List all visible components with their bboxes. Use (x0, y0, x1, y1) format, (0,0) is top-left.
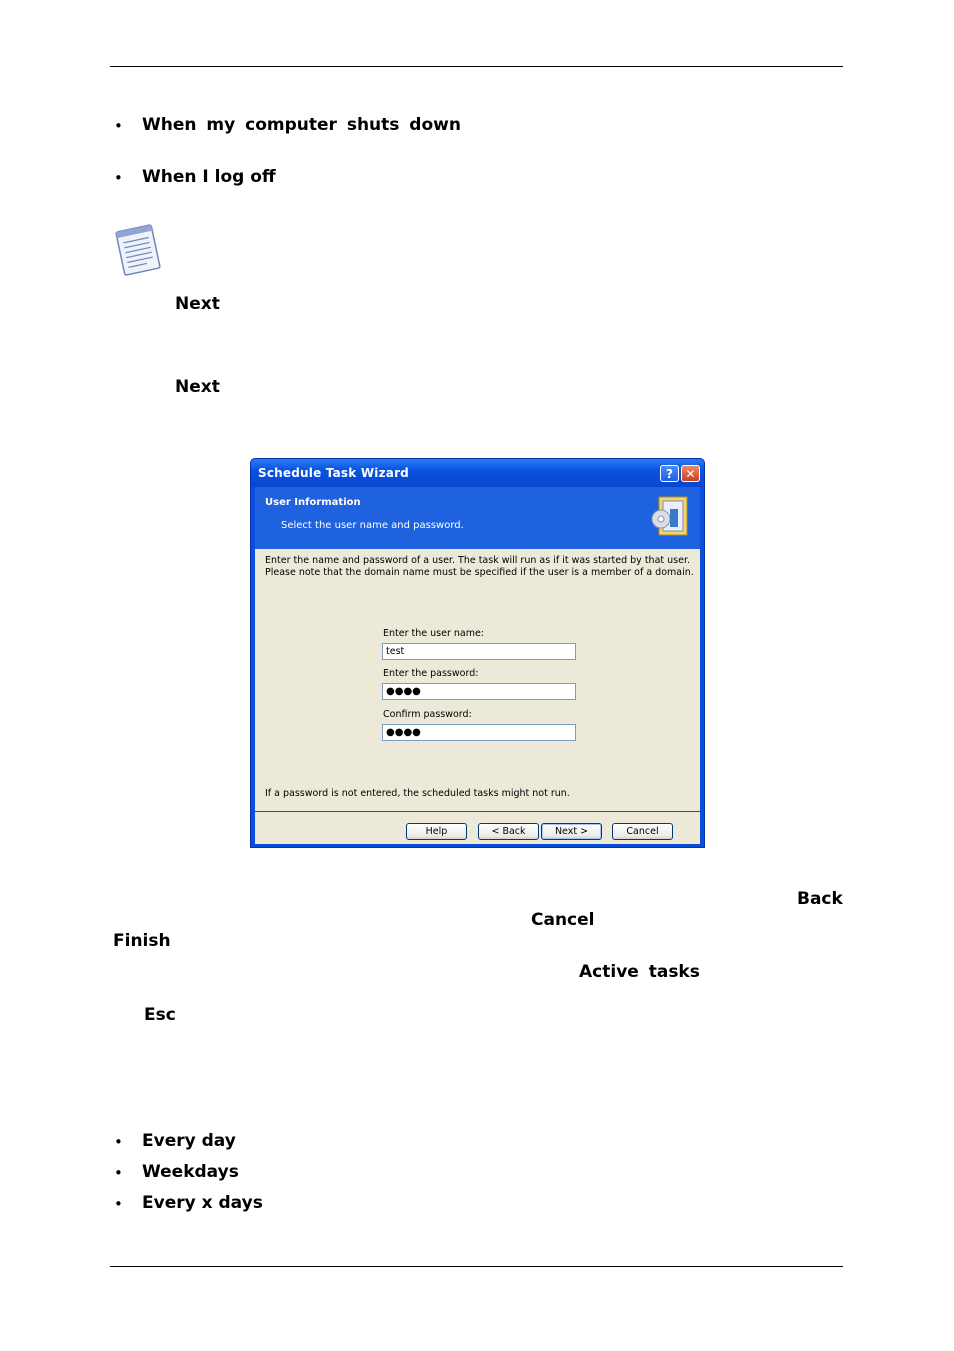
bullet-item-weekdays: Weekdays (142, 1162, 239, 1182)
next-word-2: Next (175, 377, 220, 397)
active-tasks-word: Active tasks (579, 962, 700, 982)
next-word-1: Next (175, 294, 220, 314)
help-icon[interactable]: ? (660, 465, 679, 482)
cancel-button[interactable]: Cancel (612, 823, 673, 840)
cancel-word: Cancel (531, 910, 595, 930)
header-rule (110, 66, 843, 67)
password-footnote: If a password is not entered, the scheduled tasks might not run. (265, 788, 570, 799)
bullet-item-shutdown: When my computer shuts down (142, 115, 461, 135)
wizard-body (255, 549, 700, 811)
confirm-password-label: Confirm password: (383, 709, 472, 720)
help-button[interactable]: Help (406, 823, 467, 840)
intro-text: Enter the name and password of a user. The task will run as if it was started by that user. Please note that the domain name must be specified if the user is a member of a domain. (265, 555, 694, 578)
schedule-task-wizard-dialog (250, 458, 705, 848)
bullet-marker: • (114, 1164, 123, 1182)
wizard-header (255, 487, 700, 549)
username-label: Enter the user name: (383, 628, 485, 639)
bullet-marker: • (114, 117, 123, 135)
bullet-marker: • (114, 1133, 123, 1151)
back-word: Back (797, 889, 843, 909)
footer-rule (110, 1266, 843, 1267)
wizard-header-subtitle: Select the user name and password. (281, 520, 464, 531)
dialog-title: Schedule Task Wizard (258, 466, 409, 480)
bullet-item-logoff: When I log off (142, 167, 276, 187)
wizard-button-bar (255, 812, 700, 844)
bullet-marker: • (114, 169, 123, 187)
next-button[interactable]: Next > (541, 823, 602, 840)
bullet-item-every-x-days: Every x days (142, 1193, 263, 1213)
bullet-marker: • (114, 1195, 123, 1213)
close-icon[interactable]: ✕ (681, 465, 700, 482)
password-field[interactable]: ●●●● (382, 683, 576, 700)
wizard-icon (651, 495, 691, 539)
password-label: Enter the password: (383, 668, 479, 679)
dialog-titlebar (251, 459, 704, 487)
bullet-item-every-day: Every day (142, 1131, 236, 1151)
back-button[interactable]: < Back (478, 823, 539, 840)
confirm-password-field[interactable]: ●●●● (382, 724, 576, 741)
esc-word: Esc (144, 1005, 176, 1025)
username-field[interactable]: test (382, 643, 576, 660)
notepad-icon (110, 222, 166, 278)
wizard-header-title: User Information (265, 497, 361, 508)
finish-word: Finish (113, 931, 171, 951)
